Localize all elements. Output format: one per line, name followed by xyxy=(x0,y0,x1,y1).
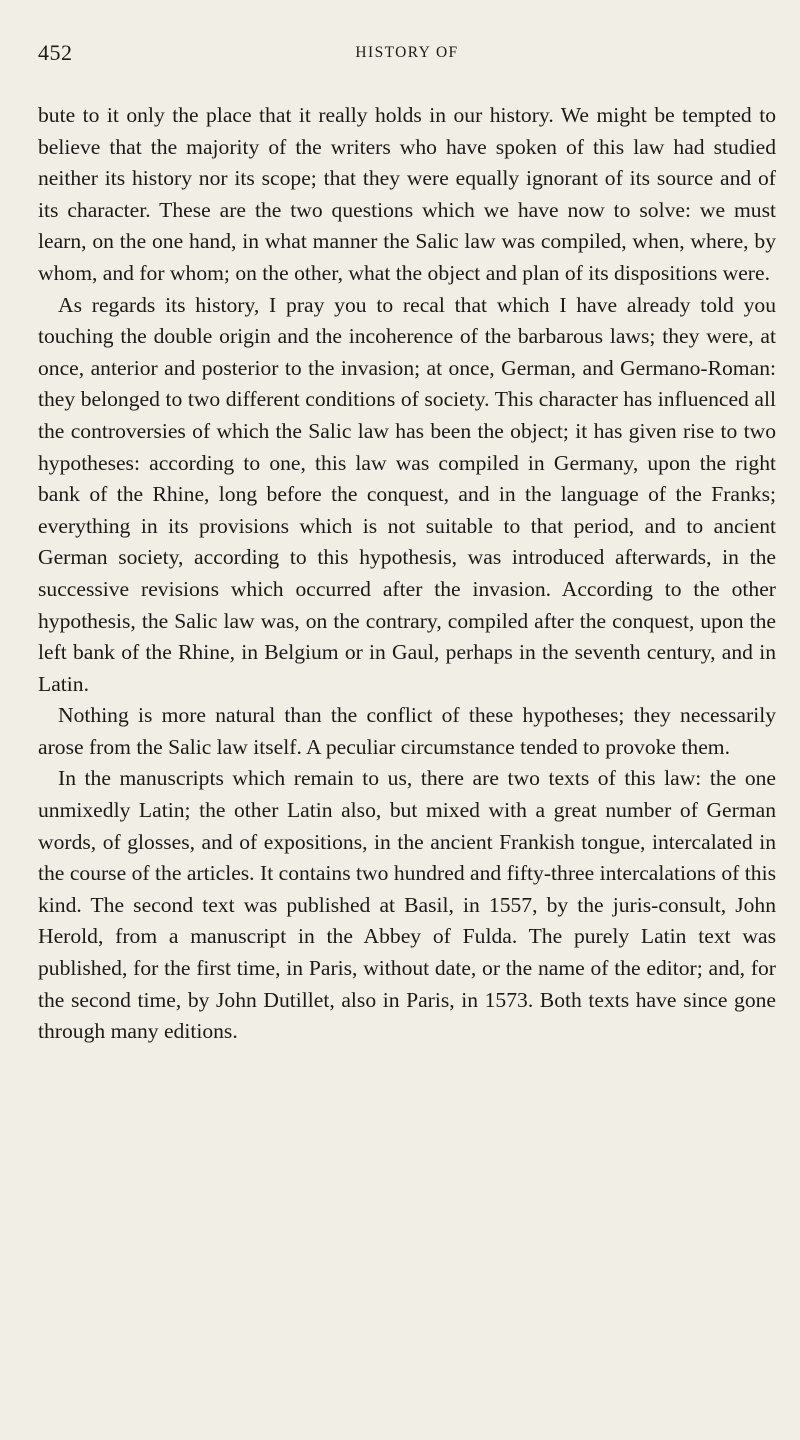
running-title: HISTORY OF xyxy=(355,44,459,61)
body-text xyxy=(38,100,776,1048)
paragraph-3: Nothing is more natural than the conflict of these hypotheses; they necessarily arose from the Salic law itself. A peculiar circumstance tended to provoke them. xyxy=(38,703,776,759)
page-number: 452 xyxy=(38,40,73,65)
book-page xyxy=(38,40,776,1048)
paragraph-1: bute to it only the place that it really holds in our history. We might be tempted to believe that the majority of the writers who have spoken of this law had studied neither its history nor its scope; that they were equally ignorant of its source and of its character. These are the two questions which we have now to solve: we must learn, on the one hand, in what manner the Salic law was compiled, when, where, by whom, and for whom; on the other, what the object and plan of its dispositions were. xyxy=(38,103,776,285)
paragraph-2: As regards its history, I pray you to recal that which I have already told you touching the double origin and the incoherence of the barbarous laws; they were, at once, anterior and posterior to the invasion; at once, German, and Germano-Roman: they belonged to two different conditions of society. This character has influenced all the controversies of which the Salic law has been the object; it has given rise to two hypotheses: according to one, this law was compiled in Germany, upon the right bank of the Rhine, long before the conquest, and in the language of the Franks; everything in its provisions which is not suitable to that period, and to ancient German society, according to this hypothesis, was introduced afterwards, in the successive revisions which occurred after the invasion. According to the other hypothesis, the Salic law was, on the contrary, compiled after the conquest, upon the left bank of the Rhine, in Belgium or in Gaul, perhaps in the seventh century, and in Latin. xyxy=(38,292,776,696)
paragraph-4: In the manuscripts which remain to us, there are two texts of this law: the one unmixedly Latin; the other Latin also, but mixed with a great number of German words, of glosses, and of expositions, in the ancient Frankish tongue, intercalated in the course of the articles. It contains two hundred and fifty-three intercalations of this kind. The second text was published at Basil, in 1557, by the juris-consult, John Herold, from a manuscript in the Abbey of Fulda. The purely Latin text was published, for the first time, in Paris, without date, or the name of the editor; and, for the second time, by John Dutillet, also in Paris, in 1573. Both texts have since gone through many editions. xyxy=(38,766,776,1044)
running-head xyxy=(38,40,776,80)
